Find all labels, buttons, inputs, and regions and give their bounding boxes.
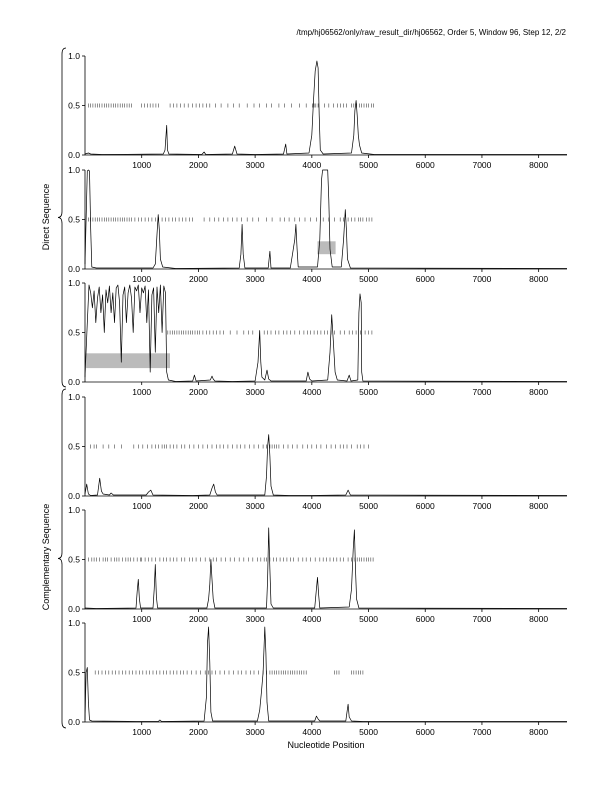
x-tick-label: 5000: [359, 274, 378, 284]
y-tick-label: 0.5: [68, 441, 80, 452]
y-tick-label: 1.0: [68, 392, 80, 402]
x-tick-label: 5000: [359, 614, 378, 624]
x-tick-label: 3000: [245, 727, 265, 737]
header-title: /tmp/hj06562/only/raw_result_dir/hj06562, Order 5, Window 96, Step 12, 2/2: [296, 28, 566, 37]
y-tick-label: 1.0: [68, 618, 80, 628]
y-tick-label: 1.0: [68, 51, 80, 61]
bracket-path: [58, 389, 66, 728]
x-tick-label: 4000: [302, 387, 322, 397]
x-tick-label: 7000: [472, 614, 492, 624]
series-line: [85, 435, 567, 496]
panel-direct-frame-2: [68, 165, 567, 284]
y-tick-label: 0.5: [68, 214, 80, 225]
series-line: [85, 627, 567, 722]
y-tick-label: 0.5: [68, 667, 80, 678]
x-tick-label: 5000: [359, 501, 378, 511]
x-tick-label: 1000: [132, 387, 152, 397]
x-tick-label: 6000: [415, 727, 435, 737]
bracket-path: [58, 48, 66, 387]
group-bracket-complementary: [58, 389, 66, 728]
y-tick-label: 0.5: [68, 554, 80, 565]
x-tick-label: 4000: [302, 614, 322, 624]
x-tick-label: 8000: [529, 727, 549, 737]
group-bracket-direct: [58, 48, 66, 387]
y-tick-label: 0.0: [68, 604, 80, 614]
y-tick-label: 1.0: [68, 278, 80, 288]
x-tick-label: 2000: [188, 160, 208, 170]
x-tick-label: 4000: [302, 501, 322, 511]
x-tick-label: 1000: [132, 614, 152, 624]
x-tick-label: 7000: [472, 160, 492, 170]
x-tick-label: 6000: [415, 274, 435, 284]
y-tick-label: 0.0: [68, 491, 80, 501]
x-tick-label: 6000: [415, 501, 435, 511]
x-tick-label: 4000: [302, 274, 322, 284]
x-tick-label: 1000: [132, 501, 152, 511]
x-tick-label: 1000: [132, 274, 152, 284]
group-label-direct: Direct Sequence: [41, 183, 51, 251]
y-tick-label: 0.0: [68, 150, 80, 160]
x-tick-label: 6000: [415, 387, 435, 397]
x-tick-label: 3000: [245, 501, 265, 511]
x-tick-label: 8000: [529, 614, 549, 624]
x-tick-label: 8000: [529, 160, 549, 170]
y-tick-label: 0.0: [68, 717, 80, 727]
x-tick-label: 8000: [529, 501, 549, 511]
x-tick-label: 7000: [472, 501, 492, 511]
x-tick-label: 5000: [359, 727, 378, 737]
panel-complementary-frame-3: [68, 618, 567, 737]
group-label-complementary: Complementary Sequence: [41, 503, 51, 611]
x-tick-label: 3000: [245, 274, 265, 284]
panels-area: [68, 51, 567, 737]
panel-complementary-frame-2: [68, 505, 567, 624]
y-tick-label: 0.5: [68, 327, 80, 338]
panel-complementary-frame-1: [68, 392, 567, 511]
x-tick-label: 3000: [245, 387, 265, 397]
x-tick-label: 2000: [188, 501, 208, 511]
x-tick-label: 7000: [472, 727, 492, 737]
series-line: [85, 528, 567, 609]
y-tick-label: 0.5: [68, 100, 80, 111]
x-tick-label: 2000: [188, 274, 208, 284]
x-tick-label: 8000: [529, 387, 549, 397]
x-tick-label: 7000: [472, 274, 492, 284]
x-tick-label: 3000: [245, 614, 265, 624]
highlight-box: [318, 241, 336, 254]
x-tick-label: 1000: [132, 727, 152, 737]
x-axis-label: Nucleotide Position: [287, 740, 365, 750]
panel-direct-frame-1: [68, 51, 567, 170]
y-tick-label: 0.0: [68, 377, 80, 387]
x-tick-label: 2000: [188, 387, 208, 397]
y-tick-label: 1.0: [68, 165, 80, 175]
y-tick-label: 1.0: [68, 505, 80, 515]
y-tick-label: 0.0: [68, 264, 80, 274]
x-tick-label: 2000: [188, 727, 208, 737]
x-tick-label: 6000: [415, 614, 435, 624]
x-tick-label: 2000: [188, 614, 208, 624]
x-tick-label: 4000: [302, 727, 322, 737]
x-tick-label: 5000: [359, 387, 378, 397]
panel-direct-frame-3: [68, 278, 567, 397]
highlight-box: [86, 353, 170, 368]
x-tick-label: 4000: [302, 160, 322, 170]
x-tick-label: 7000: [472, 387, 492, 397]
x-tick-label: 1000: [132, 160, 152, 170]
x-tick-label: 3000: [245, 160, 265, 170]
series-line: [85, 61, 567, 155]
x-tick-label: 8000: [529, 274, 549, 284]
x-tick-label: 6000: [415, 160, 435, 170]
x-tick-label: 5000: [359, 160, 378, 170]
